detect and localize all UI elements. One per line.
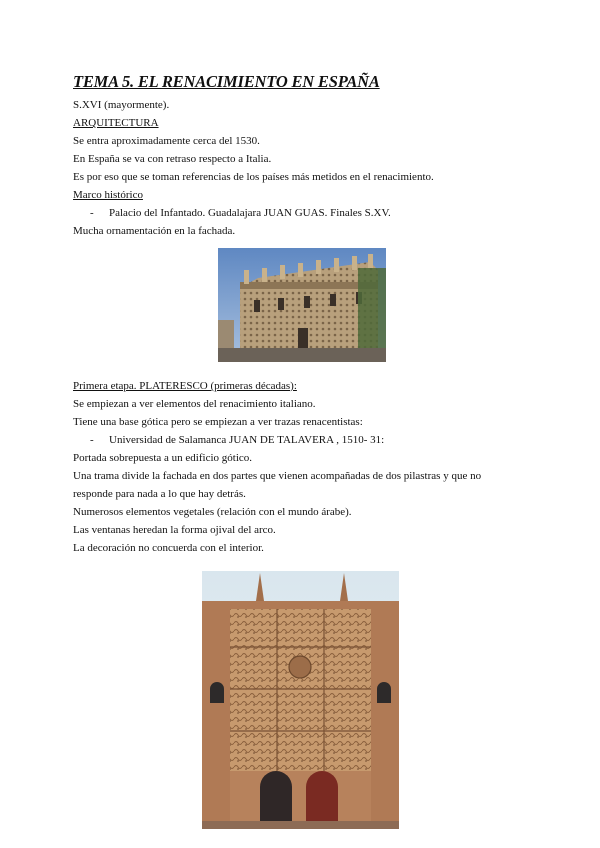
bullet-text: Palacio del Infantado. Guadalajara JUAN GUAS. Finales S.XV. xyxy=(109,207,391,219)
subheading-primera-etapa: Primera etapa. PLATERESCO (primeras décadas): xyxy=(73,380,297,392)
bullet-dash: - xyxy=(90,207,94,219)
text-line: Es por eso que se toman referencias de los países más metidos en el renacimiento. xyxy=(73,171,434,183)
century-line: S.XVI (mayormente). xyxy=(73,99,170,111)
section-heading-arquitectura: ARQUITECTURA xyxy=(73,117,159,129)
text-line: Mucha ornamentación en la fachada. xyxy=(73,225,236,237)
text-line: Tiene una base gótica pero se empiezan a ver trazas renacentistas: xyxy=(73,416,363,428)
text-line: La decoración no concuerda con el interior. xyxy=(73,542,264,554)
document-body xyxy=(73,72,543,829)
text-line: En España se va con retraso respecto a Italia. xyxy=(73,153,272,165)
bullet-item-palacio xyxy=(73,204,543,222)
photo-universidad-de-salamanca xyxy=(202,571,399,829)
bullet-text: Universidad de Salamanca JUAN DE TALAVERA , 1510- 31: xyxy=(109,434,385,446)
bullet-item-universidad xyxy=(73,431,543,449)
text-line: Las ventanas heredan la forma ojival del arco. xyxy=(73,524,276,536)
text-line: Una trama divide la fachada en dos partes que vienen acompañadas de dos pilastras y que no xyxy=(73,470,482,482)
text-line: responde para nada a lo que hay detrás. xyxy=(73,488,246,500)
photo-palacio-del-infantado xyxy=(218,248,386,362)
page-title: TEMA 5. EL RENACIMIENTO EN ESPAÑA xyxy=(73,72,380,91)
text-line: Se entra aproximadamente cerca del 1530. xyxy=(73,135,260,147)
text-line: Se empiezan a ver elementos del renacimiento italiano. xyxy=(73,398,316,410)
text-line: Numerosos elementos vegetales (relación con el mundo árabe). xyxy=(73,506,352,518)
text-line: Portada sobrepuesta a un edificio gótico. xyxy=(73,452,253,464)
subheading-marco-historico: Marco histórico xyxy=(73,189,143,201)
bullet-dash: - xyxy=(90,434,94,446)
